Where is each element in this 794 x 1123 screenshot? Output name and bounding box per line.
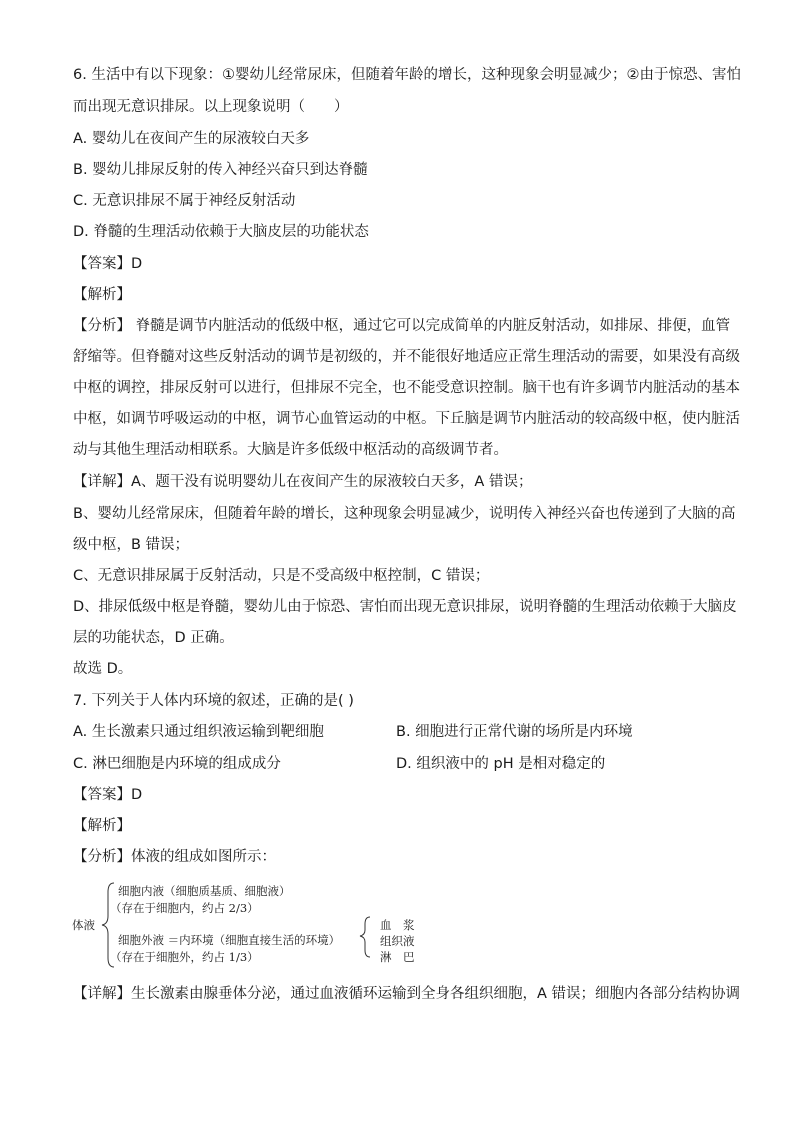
body-fluid-diagram bbox=[70, 880, 450, 970]
q6-fenxi-line-1: 【分析】 脊髓是调节内脏活动的低级中枢，通过它可以完成简单的内脏反射活动，如排尿、排便，血管 bbox=[73, 318, 731, 334]
q6-fenxi-line-3: 中枢的调控，排尿反射可以进行，但排尿不完全，也不能受意识控制。脑干也有许多调节内脏活动的基本 bbox=[73, 380, 740, 396]
q6-xiangjie-line-1: 【详解】A、题干没有说明婴幼儿在夜间产生的尿液较白天多，A 错误； bbox=[73, 474, 533, 490]
q6-option-b: B. 婴幼儿排尿反射的传入神经兴奋只到达脊髓 bbox=[73, 162, 368, 178]
q6-stem-line-1: 6. 生活中有以下现象：①婴幼儿经常尿床，但随着年龄的增长，这种现象会明显减少；②由于惊恐、害怕 bbox=[73, 67, 741, 83]
q7-option-d: D. 组织液中的 pH 是相对稳定的 bbox=[396, 756, 606, 772]
q6-fenxi-line-4: 中枢，如调节呼吸运动的中枢，调节心血管运动的中枢。下丘脑是调节内脏活动的较高级中枢，使内脏活 bbox=[73, 411, 740, 427]
diagram-extracellular-label: 细胞外液 ＝内环境（细胞直接生活的环境） bbox=[118, 933, 341, 947]
q6-xiangjie-line-4: C、无意识排尿属于反射活动，只是不受高级中枢控制，C 错误； bbox=[73, 568, 490, 584]
q6-xiangjie-line-3: 级中枢，B 错误； bbox=[73, 537, 190, 553]
q7-stem: 7. 下列关于人体内环境的叙述，正确的是( ) bbox=[73, 693, 354, 709]
diagram-extracellular-note: （存在于细胞外，约占 1/3） bbox=[110, 950, 259, 964]
sub-brace bbox=[360, 917, 370, 957]
q6-analysis-heading: 【解析】 bbox=[73, 287, 131, 303]
q6-conclusion: 故选 D。 bbox=[73, 661, 133, 677]
q6-option-d: D. 脊髓的生理活动依赖于大脑皮层的功能状态 bbox=[73, 224, 369, 240]
diagram-plasma: 血 浆 bbox=[380, 918, 415, 932]
q7-option-b: B. 细胞进行正常代谢的场所是内环境 bbox=[396, 724, 633, 740]
q7-option-c: C. 淋巴细胞是内环境的组成成分 bbox=[73, 756, 281, 772]
q6-option-c: C. 无意识排尿不属于神经反射活动 bbox=[73, 193, 296, 209]
q6-xiangjie-line-6: 层的功能状态，D 正确。 bbox=[73, 630, 234, 646]
q6-stem-line-2: 而出现无意识排尿。以上现象说明（ ） bbox=[73, 99, 349, 115]
q6-fenxi-line-2: 舒缩等。但脊髓对这些反射活动的调节是初级的，并不能很好地适应正常生理活动的需要，如果没有高级 bbox=[73, 349, 740, 365]
q6-answer: 【答案】D bbox=[73, 256, 143, 272]
q6-xiangjie-line-5: D、排尿低级中枢是脊髓，婴幼儿由于惊恐、害怕而出现无意识排尿，说明脊髓的生理活动依赖于大脑皮 bbox=[73, 599, 737, 615]
q7-fenxi: 【分析】体液的组成如图所示： bbox=[73, 849, 276, 865]
q7-xiangjie: 【详解】生长激素由腺垂体分泌，通过血液循环运输到全身各组织细胞，A 错误；细胞内各部分结构协调 bbox=[73, 986, 741, 1002]
q7-option-a: A. 生长激素只通过组织液运输到靶细胞 bbox=[73, 724, 324, 740]
diagram-intracellular-note: （存在于细胞内，约占 2/3） bbox=[110, 901, 259, 915]
q7-answer: 【答案】D bbox=[73, 787, 143, 803]
q6-option-a: A. 婴幼儿在夜间产生的尿液较白天多 bbox=[73, 131, 310, 147]
diagram-lymph: 淋 巴 bbox=[380, 950, 415, 964]
q6-fenxi-line-5: 动与其他生理活动相联系。大脑是许多低级中枢活动的高级调节者。 bbox=[73, 442, 508, 458]
diagram-tissue-fluid: 组织液 bbox=[380, 934, 415, 948]
diagram-root-label: 体液 bbox=[72, 918, 95, 932]
q6-xiangjie-line-2: B、婴幼儿经常尿床，但随着年龄的增长，这种现象会明显减少，说明传入神经兴奋也传递到了大脑的高 bbox=[73, 506, 736, 522]
q7-analysis-heading: 【解析】 bbox=[73, 818, 131, 834]
diagram-intracellular-label: 细胞内液（细胞质基质、细胞液） bbox=[118, 884, 291, 898]
